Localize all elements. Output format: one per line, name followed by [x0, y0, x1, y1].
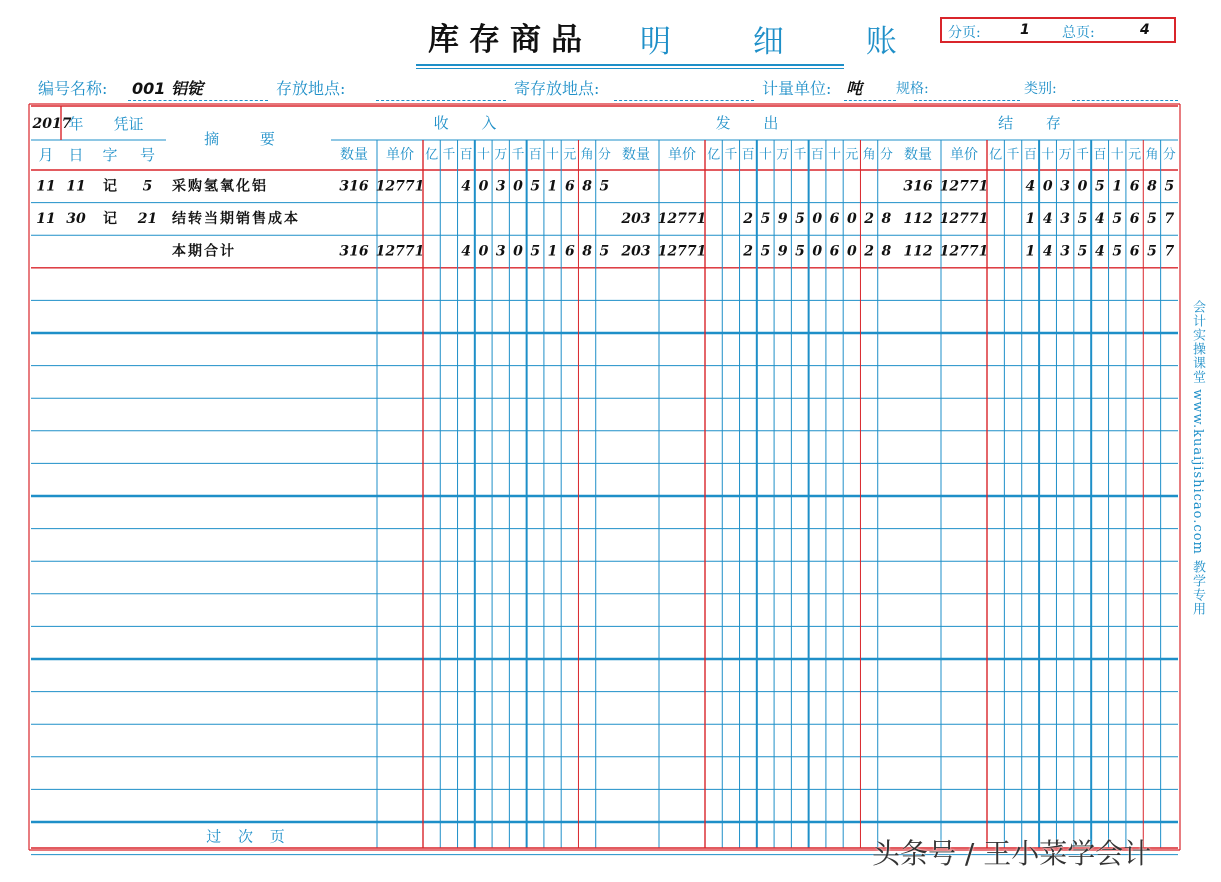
row-voucher-number: 21: [137, 210, 158, 227]
row-amount-digit: 5: [1164, 178, 1175, 195]
year-value: 2017: [32, 116, 72, 132]
row-amount-digit: 5: [1077, 210, 1088, 227]
day-header: 日: [68, 146, 84, 164]
row-amount-digit: 8: [1147, 178, 1157, 195]
digit-header: 百: [810, 147, 824, 163]
row-amount-digit: 2: [864, 210, 874, 227]
row-amount-digit: 1: [1025, 210, 1036, 227]
row-day: 11: [66, 178, 86, 195]
row-amount-digit: 0: [812, 243, 823, 260]
row-amount-digit: 2: [743, 210, 754, 227]
digit-header: 百: [528, 147, 542, 163]
footer-source: 头条号 / 王小菜学会计: [872, 837, 1152, 870]
row-amount-digit: 7: [1164, 210, 1175, 227]
row-price: 12771: [375, 243, 425, 260]
digit-header: 千: [442, 147, 456, 163]
word-header: 字: [102, 146, 118, 164]
carry-forward-label: 过 次 页: [206, 827, 291, 846]
digit-header: 十: [1041, 147, 1055, 163]
page-value: 1: [1020, 22, 1030, 38]
row-amount-digit: 5: [760, 210, 771, 227]
row-qty: 112: [903, 243, 933, 260]
row-amount-digit: 8: [582, 178, 592, 195]
row-amount-digit: 6: [564, 178, 575, 195]
row-amount-digit: 3: [1060, 243, 1071, 260]
row-price: 12771: [939, 243, 989, 260]
row-price: 12771: [657, 210, 707, 227]
digit-header: 十: [546, 147, 560, 163]
digit-header: 分: [1162, 147, 1176, 163]
row-amount-digit: 5: [1112, 243, 1123, 260]
digit-header: 分: [879, 147, 893, 163]
row-amount-digit: 0: [812, 210, 823, 227]
year-suffix: 年: [68, 115, 84, 133]
row-qty: 316: [339, 243, 369, 260]
row-amount-digit: 5: [530, 243, 541, 260]
digit-header: 元: [1128, 147, 1142, 163]
row-amount-digit: 1: [547, 243, 558, 260]
total-pages-label: 总页:: [1062, 25, 1095, 41]
section-header: 发 出: [715, 114, 793, 132]
row-amount-digit: 8: [881, 210, 892, 227]
row-amount-digit: 3: [1060, 210, 1071, 227]
row-amount-digit: 5: [795, 210, 805, 227]
row-amount-digit: 6: [1129, 210, 1140, 227]
row-amount-digit: 5: [599, 243, 610, 260]
digit-header: 角: [1145, 147, 1159, 163]
row-amount-digit: 0: [513, 243, 523, 260]
row-day: 30: [66, 210, 86, 227]
row-amount-digit: 6: [1129, 243, 1140, 260]
grid-line: [331, 0, 848, 106]
row-amount-digit: 0: [478, 243, 489, 260]
row-amount-digit: 1: [1025, 243, 1036, 260]
row-qty: 112: [903, 210, 933, 227]
spec-label: 规格:: [896, 81, 929, 97]
row-amount-digit: 5: [1094, 178, 1105, 195]
row-amount-digit: 0: [1042, 178, 1053, 195]
row-price: 12771: [939, 178, 989, 195]
page-label: 分页:: [948, 25, 981, 41]
row-month: 11: [36, 178, 56, 195]
row-amount-digit: 5: [795, 243, 805, 260]
location-label: 存放地点:: [276, 79, 346, 98]
digit-header: 十: [828, 147, 842, 163]
voucher-header: 凭证: [113, 115, 144, 133]
summary-header: 摘 要: [204, 130, 293, 148]
total-pages-value: 4: [1140, 22, 1150, 38]
row-amount-digit: 5: [760, 243, 771, 260]
row-amount-digit: 9: [777, 243, 788, 260]
row-voucher-word: 记: [103, 178, 117, 195]
section-header: 收 入: [433, 114, 511, 132]
digit-header: 角: [862, 147, 876, 163]
row-amount-digit: 4: [1094, 210, 1105, 227]
unit-label: 计量单位:: [762, 79, 832, 98]
row-qty: 316: [339, 178, 369, 195]
digit-header: 万: [776, 147, 790, 163]
row-amount-digit: 5: [1077, 243, 1088, 260]
digit-header: 分: [597, 147, 611, 163]
unit-value[interactable]: 吨: [846, 79, 863, 98]
digit-header: 千: [1075, 147, 1090, 163]
row-amount-digit: 7: [1164, 243, 1175, 260]
qty-header: 数量: [904, 147, 932, 163]
grid-line: [613, 0, 848, 106]
digit-header: 亿: [425, 147, 439, 163]
ledger-title-main: 库存商品: [428, 22, 592, 58]
row-amount-digit: 5: [530, 178, 541, 195]
month-header: 月: [38, 146, 54, 164]
row-qty: 316: [903, 178, 933, 195]
row-amount-digit: 0: [513, 178, 523, 195]
row-amount-digit: 2: [864, 243, 874, 260]
row-amount-digit: 6: [1129, 178, 1140, 195]
code-name-value[interactable]: 001 铝锭: [132, 79, 203, 98]
digit-header: 亿: [989, 147, 1003, 163]
row-amount-digit: 4: [461, 243, 472, 260]
row-voucher-number: 5: [142, 178, 153, 195]
row-amount-digit: 0: [1077, 178, 1088, 195]
row-amount-digit: 0: [846, 210, 857, 227]
digit-header: 千: [793, 147, 807, 163]
row-month: 11: [36, 210, 56, 227]
consign-location-label: 寄存放地点:: [514, 79, 600, 98]
row-amount-digit: 8: [582, 243, 592, 260]
grid-line: [848, 0, 1178, 106]
digit-header: 元: [563, 147, 577, 163]
digit-header: 十: [1110, 147, 1124, 163]
digit-header: 百: [1093, 147, 1107, 163]
digit-header: 角: [580, 147, 594, 163]
row-qty: 203: [621, 243, 651, 260]
price-header: 单价: [668, 147, 696, 163]
row-amount-digit: 3: [1060, 178, 1071, 195]
digit-header: 千: [511, 147, 525, 163]
row-summary: 结转当期销售成本: [172, 210, 300, 227]
row-amount-digit: 4: [1094, 243, 1105, 260]
code-name-label: 编号名称:: [38, 79, 108, 98]
row-amount-digit: 6: [564, 243, 575, 260]
row-amount-digit: 2: [743, 243, 754, 260]
grid-line: [848, 0, 895, 106]
row-amount-digit: 4: [1042, 243, 1053, 260]
ledger-title-sub: 明 细 账: [640, 24, 933, 60]
price-header: 单价: [950, 147, 978, 163]
row-price: 12771: [939, 210, 989, 227]
digit-header: 万: [494, 147, 508, 163]
digit-header: 万: [1058, 147, 1072, 163]
digit-header: 百: [741, 147, 755, 163]
row-amount-digit: 0: [846, 243, 857, 260]
qty-header: 数量: [340, 147, 368, 163]
row-amount-digit: 5: [1112, 210, 1123, 227]
row-amount-digit: 6: [829, 243, 840, 260]
digit-header: 十: [758, 147, 772, 163]
row-voucher-word: 记: [103, 210, 117, 227]
row-amount-digit: 1: [1112, 178, 1123, 195]
row-summary: 本期合计: [172, 243, 236, 260]
row-amount-digit: 4: [1025, 178, 1036, 195]
digit-header: 百: [1023, 147, 1037, 163]
digit-header: 亿: [707, 147, 721, 163]
row-amount-digit: 6: [829, 210, 840, 227]
digit-header: 元: [845, 147, 859, 163]
qty-header: 数量: [622, 147, 650, 163]
row-amount-digit: 4: [461, 178, 472, 195]
row-amount-digit: 9: [777, 210, 788, 227]
digit-header: 千: [724, 147, 738, 163]
row-amount-digit: 3: [495, 243, 506, 260]
row-amount-digit: 4: [1042, 210, 1053, 227]
number-header: 号: [139, 146, 156, 164]
row-price: 12771: [375, 178, 425, 195]
digit-header: 千: [1006, 147, 1020, 163]
row-qty: 203: [621, 210, 651, 227]
row-amount-digit: 1: [547, 178, 558, 195]
grid-line: [31, 0, 848, 106]
row-amount-digit: 5: [1147, 210, 1157, 227]
row-price: 12771: [657, 243, 707, 260]
row-amount-digit: 3: [495, 178, 506, 195]
row-amount-digit: 0: [478, 178, 489, 195]
price-header: 单价: [386, 147, 414, 163]
row-amount-digit: 5: [599, 178, 610, 195]
watermark-text: 会计实操课堂 www.kuaijishicao.com 教学专用: [1190, 300, 1205, 616]
grid-line: [166, 0, 848, 106]
row-amount-digit: 5: [1147, 243, 1157, 260]
section-header: 结 存: [998, 114, 1075, 132]
digit-header: 百: [459, 147, 473, 163]
digit-header: 十: [476, 147, 490, 163]
row-amount-digit: 8: [881, 243, 892, 260]
row-summary: 采购氢氧化铝: [172, 178, 268, 195]
category-label: 类别:: [1024, 81, 1057, 97]
